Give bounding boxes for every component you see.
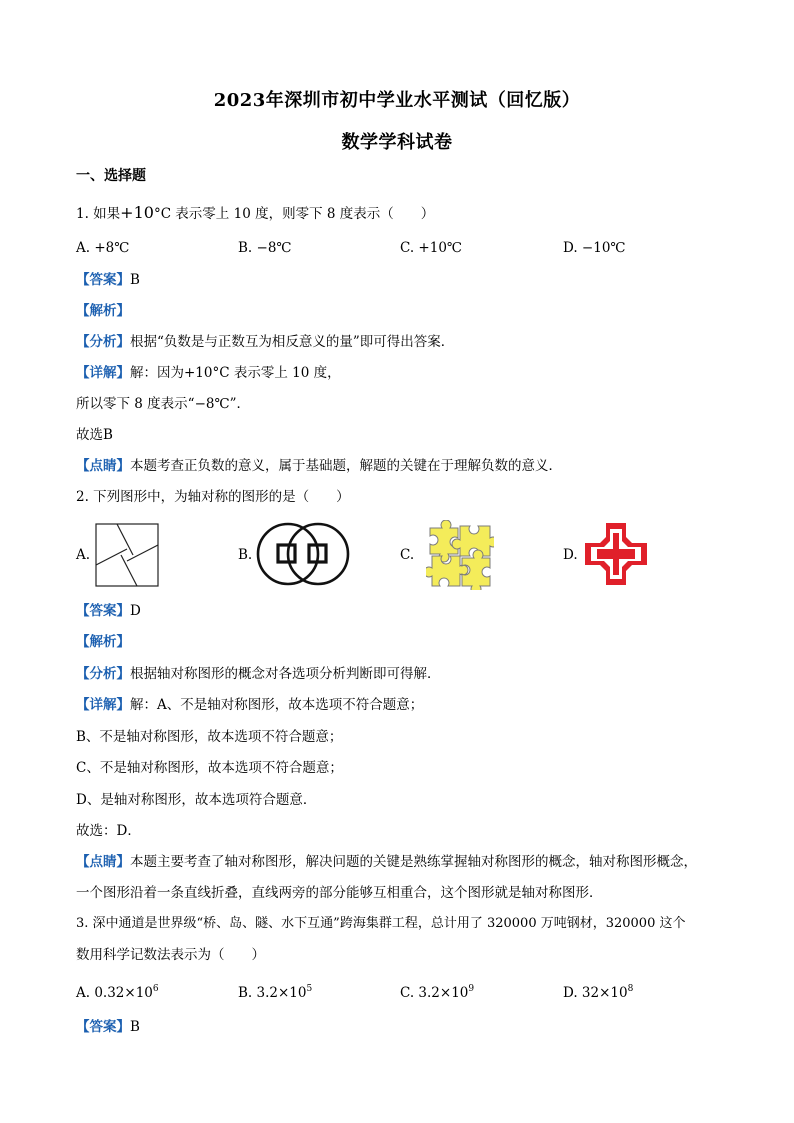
answer-tag: 【答案】 [76, 603, 130, 619]
q1-stem-post: °C 表示零上 10 度，则零下 8 度表示（ ） [153, 206, 435, 222]
q1-fenxi-text: 根据“负数是与正数互为相反意义的量”即可得出答案． [130, 334, 455, 350]
q2-xiangjie [76, 695, 423, 715]
page-title: 2023年深圳市初中学业水平测试（回忆版） [213, 90, 581, 111]
q3-option-d [563, 983, 633, 1003]
q3-stem: 3. 深中通道是世界级“桥、岛、隧、水下互通”跨海集群工程，总计用了 320000 万吨钢材，320000 这个 [76, 916, 686, 931]
pinwheel-square-figure [95, 523, 159, 587]
q2-dianjing-line2: 一个图形沿着一条直线折叠，直线两旁的部分能够互相重合，这个图形就是轴对称图形． [76, 885, 603, 901]
page-subtitle: 数学学科试卷 [341, 132, 453, 153]
analysis-tag: 【解析】 [76, 634, 130, 650]
xiangjie-tag: 【详解】 [76, 365, 130, 381]
q3-option-c-label: C. 3.2×10 [400, 985, 469, 1001]
q2-stem: 2. 下列图形中，为轴对称的图形的是（ ） [76, 489, 350, 505]
q2-dianjing [76, 852, 697, 872]
q3-option-b [238, 983, 312, 1003]
q3-option-c [400, 983, 474, 1003]
q2-label-b: B. [238, 547, 253, 563]
q3-answer-value: B [130, 1019, 140, 1035]
q3-option-a [76, 983, 159, 1003]
fenxi-tag: 【分析】 [76, 666, 130, 682]
q2-answer-value: D [130, 603, 141, 619]
q1-option-b: B. −8℃ [238, 240, 292, 256]
q1-stem-pre: 1. 如果 [76, 206, 121, 222]
q1-analysis [76, 301, 130, 321]
q1-conclusion: 故选B [76, 427, 113, 443]
puzzle-pieces-figure [426, 520, 494, 590]
coin-rings-figure [256, 520, 352, 588]
dianjing-tag: 【点睛】 [76, 458, 130, 474]
red-cross-figure [583, 521, 649, 587]
q1-option-c: C. +10℃ [400, 240, 463, 256]
analysis-tag: 【解析】 [76, 303, 130, 319]
q2-label-a: A. [76, 547, 91, 563]
q2-fenxi [76, 664, 441, 684]
q1-xiangjie [76, 363, 341, 383]
q2-fenxi-text: 根据轴对称图形的概念对各选项分析判断即可得解． [130, 666, 441, 682]
section-heading: 一、选择题 [76, 168, 146, 184]
q3-option-d-label: D. 32×10 [563, 985, 628, 1001]
q2-line-d: D、是轴对称图形，故本选项符合题意． [76, 792, 317, 808]
q2-dianjing-text: 本题主要考查了轴对称图形，解决问题的关键是熟练掌握轴对称图形的概念，轴对称图形概念， [130, 854, 697, 870]
q1-option-d: D. −10℃ [563, 240, 626, 256]
q3-option-a-exponent: 6 [152, 984, 159, 994]
q1-stem-value: +10 [120, 203, 154, 222]
q1-fenxi [76, 332, 454, 352]
q1-option-a: A. +8℃ [76, 240, 130, 256]
q1-dianjing [76, 456, 562, 476]
q3-option-a-label: A. 0.32×10 [76, 985, 153, 1001]
q2-label-d: D. [563, 547, 578, 563]
q2-line-b: B、不是轴对称图形，故本选项不符合题意； [76, 729, 343, 745]
q1-answer [76, 270, 140, 290]
answer-tag: 【答案】 [76, 272, 130, 288]
q3-option-b-exponent: 5 [306, 984, 313, 994]
q3-option-b-label: B. 3.2×10 [238, 985, 307, 1001]
answer-tag: 【答案】 [76, 1019, 130, 1035]
q1-line2: 所以零下 8 度表示“−8℃”． [76, 396, 250, 412]
fenxi-tag: 【分析】 [76, 334, 130, 350]
q2-analysis [76, 632, 130, 652]
q1-dianjing-text: 本题考查正负数的意义，属于基础题，解题的关键在于理解负数的意义． [130, 458, 562, 474]
q1-xiangjie-text: 解：因为+10°C 表示零上 10 度， [130, 365, 341, 381]
q1-stem [76, 203, 434, 224]
q2-label-c: C. [400, 547, 415, 563]
q2-xiangjie-text: 解：A、不是轴对称图形，故本选项不符合题意； [130, 697, 424, 713]
q2-answer [76, 601, 141, 621]
q2-line-c: C、不是轴对称图形，故本选项不符合题意； [76, 760, 343, 776]
q3-stem-line2: 数用科学记数法表示为（ ） [76, 947, 265, 963]
q3-option-c-exponent: 9 [468, 984, 475, 994]
q2-conclusion: 故选：D． [76, 823, 141, 839]
q3-answer [76, 1017, 140, 1037]
q3-option-d-exponent: 8 [627, 984, 634, 994]
xiangjie-tag: 【详解】 [76, 697, 130, 713]
q1-answer-value: B [130, 272, 140, 288]
dianjing-tag: 【点睛】 [76, 854, 130, 870]
